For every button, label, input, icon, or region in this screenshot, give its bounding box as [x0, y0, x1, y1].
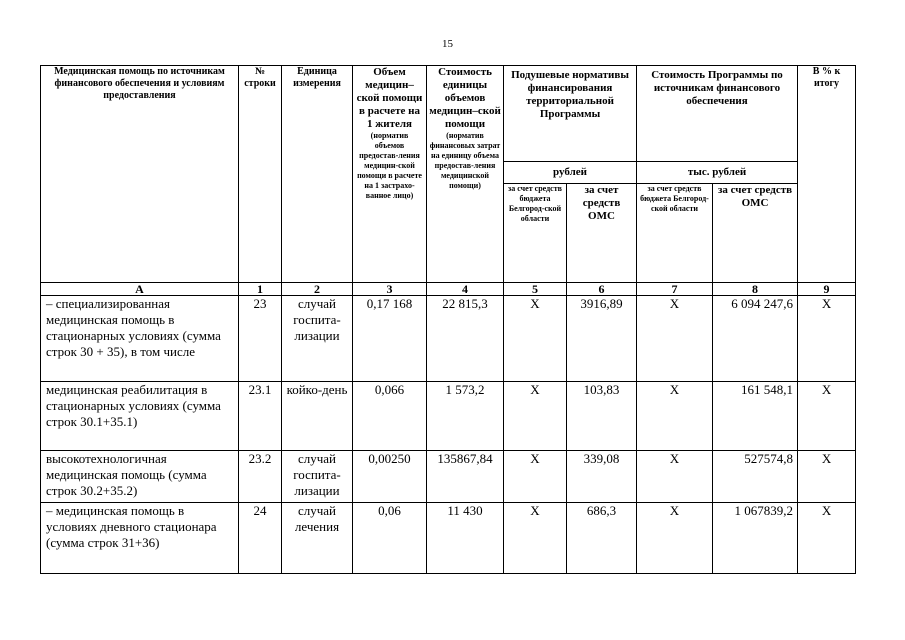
col-number: 4	[427, 283, 504, 296]
row-budget-norm: Х	[504, 382, 567, 451]
row-oms-norm: 103,83	[567, 382, 637, 451]
header-col-4-note: (норматив финансовых затрат на единицу объема предостав-ления медицинской помощи)	[429, 131, 501, 190]
header-col-7: за счет средств бюджета Белгород-ской области	[637, 184, 713, 283]
header-col-1: № строки	[239, 66, 282, 283]
col-number: 9	[798, 283, 856, 296]
row-cost: 135867,84	[427, 451, 504, 503]
row-oms-norm: 3916,89	[567, 296, 637, 382]
header-col-4	[427, 66, 504, 283]
header-col-3-main: Объем медицин–ской помощи в расчете на 1 жителя	[356, 66, 423, 130]
page-number: 15	[442, 38, 453, 50]
row-unit: случай госпита-лизации	[282, 296, 353, 382]
row-volume: 0,06	[353, 503, 427, 574]
row-unit: случай лечения	[282, 503, 353, 574]
row-line: 24	[239, 503, 282, 574]
row-volume: 0,00250	[353, 451, 427, 503]
col-number: А	[41, 283, 239, 296]
row-cost: 1 573,2	[427, 382, 504, 451]
row-line: 23.1	[239, 382, 282, 451]
row-oms-norm: 339,08	[567, 451, 637, 503]
row-cost: 22 815,3	[427, 296, 504, 382]
header-col-3	[353, 66, 427, 283]
row-oms-total: 1 067839,2	[713, 503, 798, 574]
header-col-6: за счет средств ОМС	[567, 184, 637, 283]
row-budget-norm: Х	[504, 296, 567, 382]
row-name: – специализированная медицинская помощь в стационарных условиях (сумма строк 30 + 35), в том числе	[41, 296, 239, 382]
header-col-5: за счет средств бюджета Белгород-ской области	[504, 184, 567, 283]
table-row	[41, 296, 856, 382]
row-budget-total: Х	[637, 451, 713, 503]
row-percent: Х	[798, 296, 856, 382]
table-row	[41, 382, 856, 451]
row-name: высокотехнологичная медицинская помощь (сумма строк 30.2+35.2)	[41, 451, 239, 503]
row-percent: Х	[798, 503, 856, 574]
row-oms-total: 161 548,1	[713, 382, 798, 451]
row-oms-norm: 686,3	[567, 503, 637, 574]
row-line: 23.2	[239, 451, 282, 503]
row-budget-total: Х	[637, 503, 713, 574]
row-unit: койко-день	[282, 382, 353, 451]
col-number: 2	[282, 283, 353, 296]
col-number: 1	[239, 283, 282, 296]
col-number: 7	[637, 283, 713, 296]
row-unit: случай госпита-лизации	[282, 451, 353, 503]
row-volume: 0,066	[353, 382, 427, 451]
header-group-7-8: Стоимость Программы по источникам финансового обеспечения	[637, 66, 798, 162]
row-budget-norm: Х	[504, 451, 567, 503]
header-col-a: Медицинская помощь по источникам финансового обеспечения и условиям предоставления	[41, 66, 239, 283]
table-row	[41, 451, 856, 503]
header-col-9: В % к итогу	[798, 66, 856, 283]
row-percent: Х	[798, 451, 856, 503]
row-line: 23	[239, 296, 282, 382]
row-oms-total: 6 094 247,6	[713, 296, 798, 382]
row-budget-total: Х	[637, 382, 713, 451]
row-oms-total: 527574,8	[713, 451, 798, 503]
col-number: 3	[353, 283, 427, 296]
row-volume: 0,17 168	[353, 296, 427, 382]
row-percent: Х	[798, 382, 856, 451]
row-budget-norm: Х	[504, 503, 567, 574]
row-name: – медицинская помощь в условиях дневного стационара (сумма строк 31+36)	[41, 503, 239, 574]
row-name: медицинская реабилитация в стационарных условиях (сумма строк 30.1+35.1)	[41, 382, 239, 451]
row-budget-total: Х	[637, 296, 713, 382]
header-unit-7-8: тыс. рублей	[637, 162, 798, 184]
header-unit-5-6: рублей	[504, 162, 637, 184]
col-number: 6	[567, 283, 637, 296]
financing-table	[40, 65, 856, 574]
header-col-4-main: Стоимость единицы объемов медицин–ской помощи	[429, 66, 501, 130]
col-number: 8	[713, 283, 798, 296]
header-col-8: за счет средств ОМС	[713, 184, 798, 283]
header-col-3-note: (норматив объемов предостав-ления медицин-ской помощи в расчете на 1 застрахо-ванное лицо)	[357, 131, 422, 200]
table-row	[41, 503, 856, 574]
header-col-2: Единица измерения	[282, 66, 353, 283]
col-number: 5	[504, 283, 567, 296]
header-group-5-6: Подушевые нормативы финансирования территориальной Программы	[504, 66, 637, 162]
row-cost: 11 430	[427, 503, 504, 574]
